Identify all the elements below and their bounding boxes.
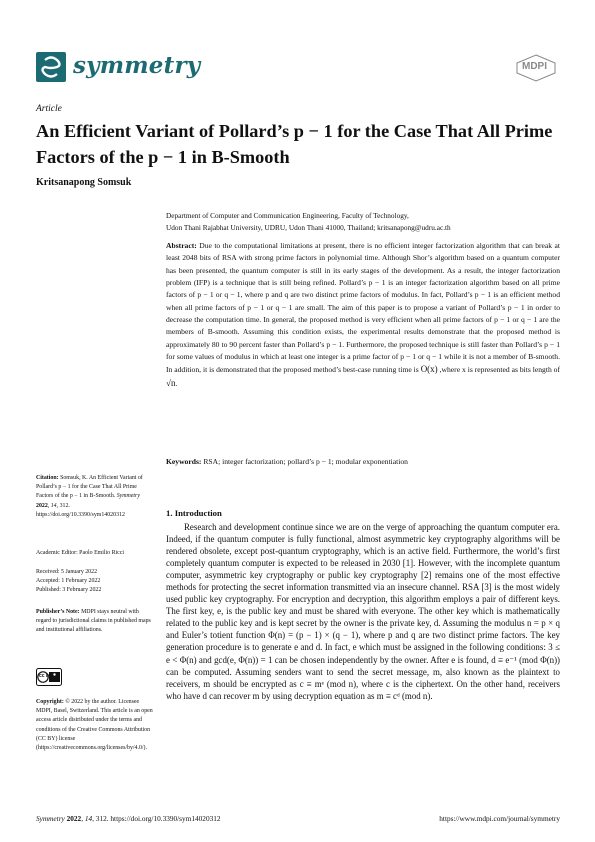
- footer-volume: 14: [84, 814, 93, 823]
- footer-doi[interactable]: , 312. https://doi.org/10.3390/sym14020312: [92, 814, 221, 823]
- citation-text: Somsuk, K. An Efficient Variant of Pollard’s p − 1 for the Case That All Prime Factors of the p − 1 in B-Smooth.: [36, 475, 143, 500]
- received-date: Received: 5 January 2022: [36, 569, 98, 575]
- keywords: [166, 457, 560, 466]
- citation-label: Citation:: [36, 475, 59, 481]
- article-type: Article: [36, 104, 62, 114]
- footer-url[interactable]: https://www.mdpi.com/journal/symmetry: [439, 814, 560, 823]
- published-date: Published: 3 February 2022: [36, 587, 102, 594]
- academic-editor: Academic Editor: Paolo Emilio Ricci: [36, 550, 125, 556]
- abstract-tail: ,where x is represented as bits length of: [439, 365, 561, 375]
- affiliation-line: Department of Computer and Communication Engineering, Faculty of Technology,: [166, 211, 409, 220]
- abstract-label: Abstract:: [166, 241, 197, 250]
- citation-journal: Symmetry: [116, 493, 140, 500]
- article-title: An Efficient Variant of Pollard’s p − 1 for the Case That All Prime Factors of the p − 1 in B-Smooth: [36, 121, 553, 167]
- citation-year: 2022: [36, 502, 48, 509]
- abstract: [166, 240, 560, 390]
- section-heading: 1. Introduction: [166, 508, 222, 518]
- journal-name: symmetry: [73, 52, 201, 79]
- footer-citation: Symmetry 2022, 14, 312. https://doi.org/10.3390/sym14020312: [36, 814, 221, 823]
- affiliation-line: Udon Thani Rajabhat University, UDRU, Udon Thani 41000, Thailand; kritsanapong@udru.ac.th: [166, 223, 451, 232]
- journal-logo-icon: [36, 52, 66, 82]
- publisher-note-text: MDPI stays neutral with regard to jurisdictional claims in published maps and institutional affiliations.: [36, 609, 151, 634]
- citation-volume: 14: [50, 502, 57, 509]
- mdpi-logo-icon: [515, 54, 557, 82]
- author-name: Kritsanapong Somsuk: [36, 177, 132, 188]
- keywords-label: Keywords:: [166, 457, 202, 466]
- paragraph: Research and development continue since we are on the verge of approaching the quantum computer era. Indeed, if the quantum computer is fully functional, almost asymmetric key cryptography algorithms will be rendered obsolete, except post-quantum cryptography, which is an active field. Furthermore, the world’s first completely quantum computer is expected to be released in 2030 [1]. However, with the incomplete quantum computer, asymmetric key cryptography or public key cryptography [2] remains one of the most effective methods for protecting the secret information transmitted via an insecure channel. RSA [3] is the most widely used public key cryptography. For encryption and decryption, this algorithm employs a pair of different keys. The first key, e, is the public key and must be shared with everyone. The other key which is mathematically related to the public key and is kept secret by the owner is the private key, d. Assuming the modulus n = p × q and Euler’s totient function Φ(n) = (p − 1) × (q − 1), where p and q are two distinct prime factors. The key generation procedure is to generate e and d. In fact, e which must be assigned in the following conditions: 3 ≤ e < Φ(n) and gcd(e, Φ(n)) = 1 can be chosen independently by the owner. After e is found, d ≡ e⁻¹ (mod Φ(n)) can be computed. Assuming senders want to send the secret message, m, also known as the plaintext to receivers, m should be encrypted as c ≡ mᵉ (mod n), where c is the ciphertext. On the other hand, receivers who have d can recover m by using decryption equation as m ≡ cᵈ (mod n).: [166, 522, 560, 701]
- publisher-note-label: Publisher’s Note:: [36, 609, 80, 615]
- cc-badge-text: cc by: [39, 673, 52, 679]
- cc-by-license-icon[interactable]: [36, 668, 62, 686]
- abstract-end: .: [175, 378, 178, 388]
- section-body: [166, 521, 560, 702]
- dates-block: [36, 568, 154, 596]
- copyright-label: Copyright:: [36, 699, 64, 705]
- accepted-date: Accepted: 1 February 2022: [36, 578, 101, 585]
- copyright-block: [36, 698, 154, 753]
- copyright-text: © 2022 by the author. Licensee MDPI, Basel, Switzerland. This article is an open access article distributed under the terms and conditions of the Creative Commons Attribution (CC BY) license (https://creativecommons.org/licenses/by/4.0/).: [36, 699, 153, 752]
- publisher-note: [36, 608, 154, 636]
- footer-year: 2022: [66, 814, 82, 823]
- keywords-text: RSA; integer factorization; pollard’s p − 1; modular exponentiation: [203, 457, 408, 466]
- abstract-text: Due to the computational limitations at present, there is no efficient integer factorization algorithm that can break at least 2048 bits of RSA with strong prime factors in polynomial time. Although Shor’s algorithm based on a quantum computer has been presented, the quantum computer is still in its early stages of the development. As a result, the integer factorization problem (IFP) is a technique that is still being refined. Pollard’s p − 1 is an integer factorization algorithm based on all prime factors of p − 1 or q − 1, where p and q are two distinct prime factors of modulus. In fact, Pollard’s p − 1 is an efficient method when all prime factors of p − 1 or q − 1 are small. The aim of this paper is to propose a variant of Pollard’s p − 1 in order to decrease the computation time. In general, the proposed method is very efficient when all prime factors of p − 1 or q − 1 are the members of B-smooth. Assuming this condition exists, the experimental results demonstrate that the proposed method is approximately 80 to 90 percent faster than Pollard’s p − 1. Furthermore, the proposed technique is still faster than Pollard’s p − 1 for some values of modulus in which at least one integer is a prime factor of p − 1 or q − 1 while it is not a member of B-smooth. In addition, it is demonstrated that the proposed method’s best-case running time is: [166, 241, 560, 375]
- affiliation: [166, 210, 566, 234]
- mdpi-logo-text: MDPI: [522, 61, 547, 72]
- complexity-formula: O(x): [420, 364, 438, 375]
- footer-journal: Symmetry: [36, 814, 65, 823]
- citation-doi[interactable]: , 312. https://doi.org/10.3390/sym14020312: [36, 502, 125, 518]
- sqrt-formula: √n: [166, 377, 176, 388]
- citation-block: Citation: Somsuk, K. An Efficient Variant of Pollard’s p − 1 for the Case That All Prime Factors of the p − 1 in B-Smooth. Symmetry 2022, 14, 312. https://doi.org/10.3390/sym14020312: [36, 475, 143, 518]
